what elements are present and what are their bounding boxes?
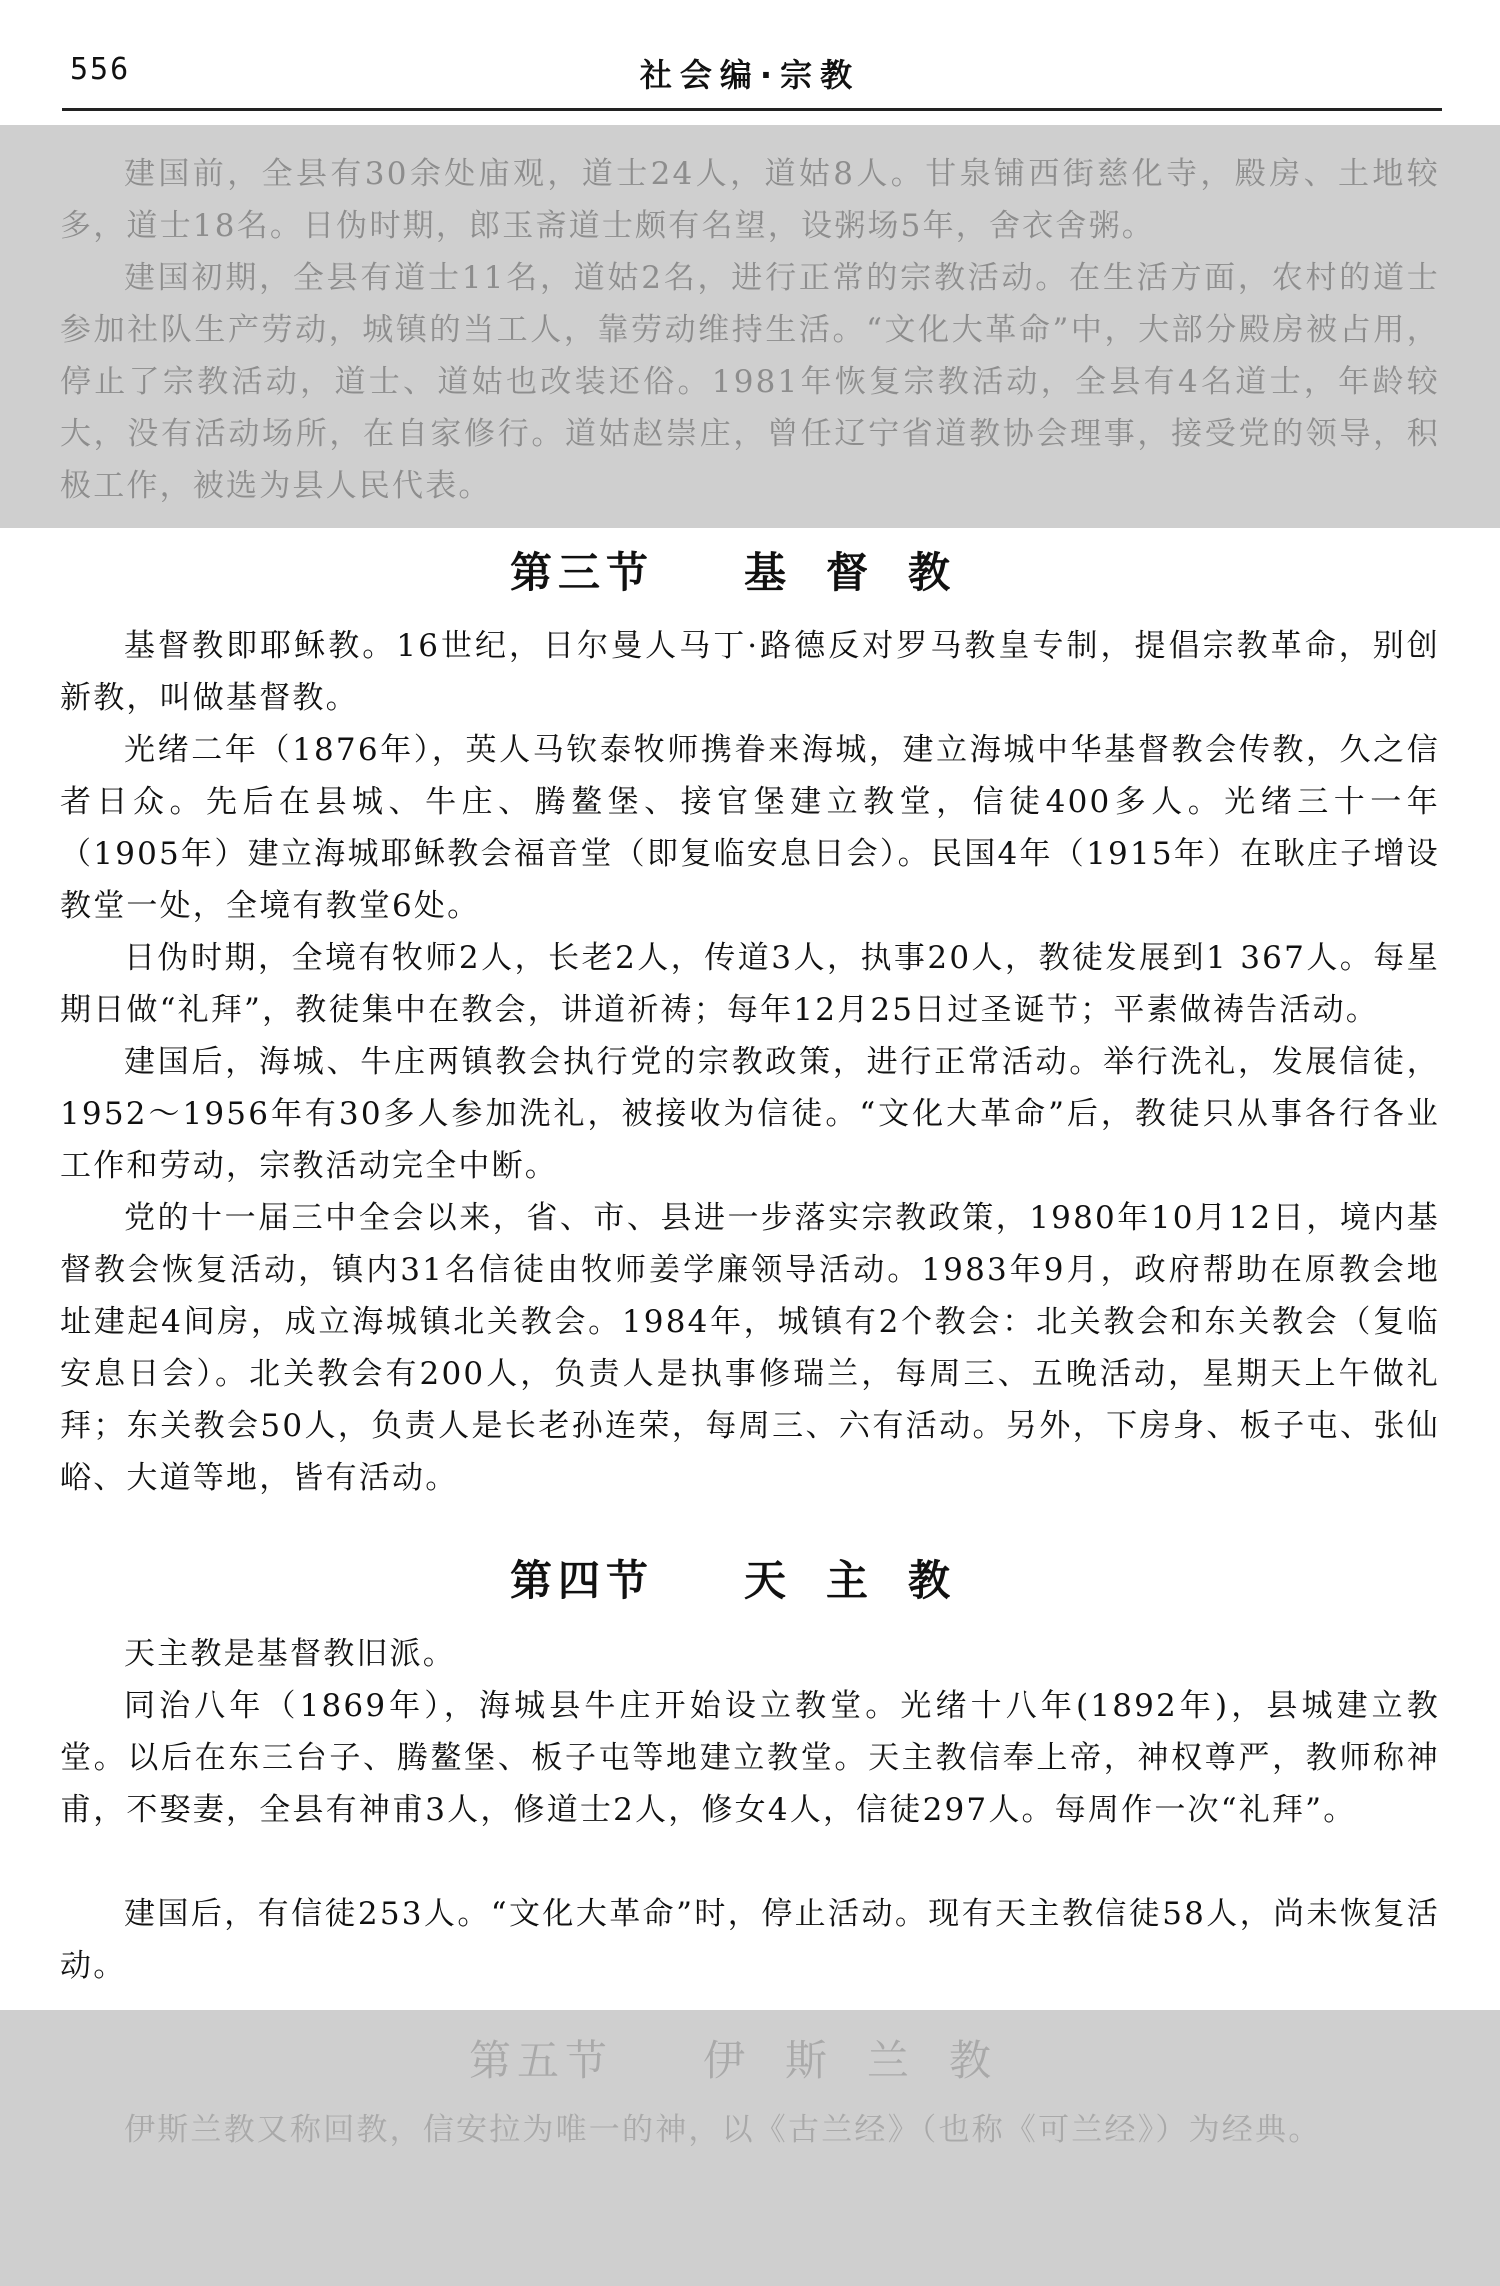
christianity-paragraph-2: 光绪二年（1876年），英人马钦泰牧师携眷来海城，建立海城中华基督教会传教，久之信者日众。先后在县城、牛庄、腾鳌堡、接官堡建立教堂，信徒400多人。光绪三十一年（1905年）建立海城耶稣教会福音堂（即复临安息日会）。民国4年（1915年）在耿庄子增设教堂一处，全境有教堂6处。	[60, 732, 1440, 924]
christianity-paragraph-4: 建国后，海城、牛庄两镇教会执行党的宗教政策，进行正常活动。举行洗礼，发展信徒，1952～1956年有30多人参加洗礼，被接收为信徒。“文化大革命”后，教徒只从事各行各业工作和劳动，宗教活动完全中断。	[60, 1044, 1440, 1184]
running-title: 社会编·宗教	[639, 56, 861, 94]
christianity-paragraph-5: 党的十一届三中全会以来，省、市、县进一步落实宗教政策，1980年10月12日，境内基督教会恢复活动，镇内31名信徒由牧师姜学廉领导活动。1983年9月，政府帮助在原教会地址建起4间房，成立海城镇北关教会。1984年，城镇有2个教会：北关教会和东关教会（复临安息日会）。北关教会有200人，负责人是执事修瑞兰，每周三、五晚活动，星期天上午做礼拜；东关教会50人，负责人是长老孙连荣，每周三、六有活动。另外，下房身、板子屯、张仙峪、大道等地，皆有活动。	[60, 1200, 1440, 1496]
header-rule	[62, 108, 1442, 111]
section-4-name: 天主教	[744, 1556, 991, 1605]
section-3-heading	[0, 540, 1500, 600]
catholicism-paragraph-2: 同治八年（1869年），海城县牛庄开始设立教堂。光绪十八年(1892年)，县城建立教堂。以后在东三台子、腾鳌堡、板子屯等地建立教堂。天主教信奉上帝，神权尊严，教师称神甫，不娶妻，全县有神甫3人，修道士2人，修女4人，信徒297人。每周作一次“礼拜”。	[60, 1688, 1440, 1828]
catholicism-paragraph-3: 建国后，有信徒253人。“文化大革命”时，停止活动。现有天主教信徒58人，尚未恢复活动。	[60, 1896, 1440, 1984]
section-3-number: 第三节	[509, 548, 654, 597]
section-5-name: 伊斯兰教	[703, 2036, 1032, 2085]
section-5-heading	[0, 2028, 1500, 2088]
christianity-paragraph-1: 基督教即耶稣教。16世纪，日尔曼人马丁·路德反对罗马教皇专制，提倡宗教革命，别创新教，叫做基督教。	[60, 628, 1440, 716]
section-4-number: 第四节	[509, 1556, 654, 1605]
page-number: 556	[70, 52, 131, 87]
section-3-name: 基督教	[744, 548, 991, 597]
catholicism-paragraph-1: 天主教是基督教旧派。	[124, 1636, 456, 1672]
christianity-paragraph-3: 日伪时期，全境有牧师2人，长老2人，传道3人，执事20人，教徒发展到1 367人。每星期日做“礼拜”，教徒集中在教会，讲道祈祷；每年12月25日过圣诞节；平素做祷告活动。	[60, 940, 1440, 1028]
taoism-paragraph-2: 建国初期，全县有道士11名，道姑2名，进行正常的宗教活动。在生活方面，农村的道士参加社队生产劳动，城镇的当工人，靠劳动维持生活。“文化大革命”中，大部分殿房被占用，停止了宗教活动，道士、道姑也改装还俗。1981年恢复宗教活动，全县有4名道士，年龄较大，没有活动场所，在自家修行。道姑赵崇庄，曾任辽宁省道教协会理事，接受党的领导，积极工作，被选为县人民代表。	[60, 260, 1440, 504]
section-4-heading	[0, 1548, 1500, 1608]
islam-paragraph-1: 伊斯兰教又称回教，信安拉为唯一的神，以《古兰经》（也称《可兰经》）为经典。	[124, 2112, 1322, 2148]
section-5-number: 第五节	[468, 2036, 613, 2085]
taoism-paragraph-1: 建国前，全县有30余处庙观，道士24人，道姑8人。甘泉铺西街慈化寺，殿房、土地较多，道士18名。日伪时期，郎玉斋道士颇有名望，设粥场5年，舍衣舍粥。	[60, 156, 1440, 244]
